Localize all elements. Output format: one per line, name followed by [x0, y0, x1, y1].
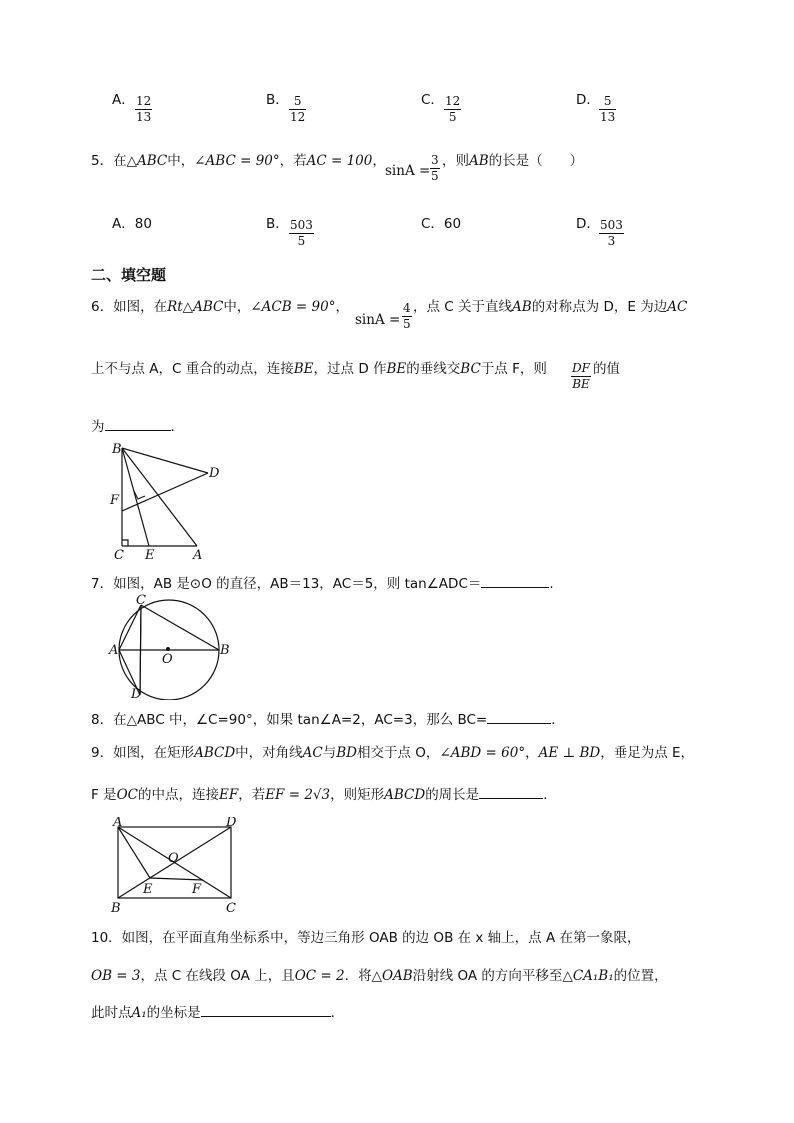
- q6-ratio-fraction: DF BE: [572, 361, 590, 391]
- q9-label-e: E: [143, 882, 153, 897]
- q8-stem: 8．在△ABC 中，∠C=90°，如果 tan∠A=2，AC=3，那么 BC= ．: [91, 708, 565, 728]
- q6-label-d: D: [209, 466, 220, 481]
- q6-label-e: E: [145, 548, 155, 563]
- q5-option-d-fraction: 503 3: [600, 218, 623, 248]
- q6-stem-line2-tail: 的值: [593, 361, 620, 377]
- q9-label-o: O: [168, 851, 179, 866]
- q7-answer-blank[interactable]: [481, 573, 549, 588]
- q7-figure: [104, 592, 234, 700]
- q10-stem-line1: 10．如图，在平面直角坐标系中，等边三角形 OAB 的边 OB 在 x 轴上，点 A 在第一象限，: [91, 930, 641, 946]
- q6-answer-line: 为 ．: [91, 415, 184, 435]
- q4-option-d-letter: D．: [576, 92, 600, 108]
- q10-stem-line2: OB = 3，点 C 在线段 OA 上，且OC = 2．将△OAB沿射线 OA 的方向平移至△CA₁B₁的位置，: [91, 968, 668, 984]
- q10-answer-blank[interactable]: [201, 1002, 331, 1017]
- section-heading-fill-in: 二、填空题: [91, 266, 167, 284]
- q6-label-c: C: [114, 548, 124, 563]
- q6-figure: [100, 436, 230, 564]
- q5-sin-label: sinA =: [385, 163, 431, 179]
- q4-option-c-letter: C．: [421, 92, 444, 108]
- q5-stem-tail: ，则AB的长是（ ）: [442, 153, 584, 169]
- q6-sin-label: sinA =: [355, 312, 401, 328]
- q4-option-a-fraction: 12 13: [136, 94, 152, 124]
- q10-stem-line3: 此时点A₁的坐标是 ．: [91, 1001, 344, 1021]
- q9-figure: [108, 817, 243, 917]
- q4-option-d-fraction: 5 13: [600, 94, 616, 124]
- q6-label-b: B: [112, 442, 122, 457]
- q4-option-c-fraction: 12 5: [445, 94, 461, 124]
- q9-label-d: D: [226, 817, 237, 830]
- q7-label-d: D: [131, 687, 142, 700]
- q6-answer-blank[interactable]: [105, 416, 171, 431]
- q4-option-b-fraction: 5 12: [290, 94, 306, 124]
- q7-label-c: C: [136, 593, 146, 608]
- q9-label-b: B: [111, 901, 121, 916]
- q7-label-b: B: [220, 643, 230, 658]
- q4-option-b-letter: B．: [266, 92, 289, 108]
- q9-stem-line1: 9．如图，在矩形ABCD中，对角线AC与BD相交于点 O，∠ABD = 60°，AE ⊥ BD，垂足为点 E，: [91, 745, 695, 761]
- q6-stem-line2: 上不与点 A，C 重合的动点，连接BE，过点 D 作BE的垂线交BC于点 F，则: [91, 361, 547, 377]
- q7-label-o: O: [162, 652, 173, 667]
- q6-stem-line1-tail: ，点 C 关于直线AB的对称点为 D，E 为边AC: [413, 299, 688, 315]
- q5-stem: 5．在△ABC中，∠ABC = 90°，若AC = 100，: [91, 153, 386, 169]
- q6-label-a: A: [193, 548, 203, 563]
- q6-stem-line1: 6．如图，在Rt△ABC中，∠ACB = 90°，: [91, 299, 349, 315]
- q9-label-f: F: [192, 882, 202, 897]
- q9-stem-line2: F 是OC的中点，连接EF，若EF = 2√3，则矩形ABCD的周长是 ．: [91, 783, 557, 803]
- q7-stem: 7．如图，AB 是⊙O 的直径，AB＝13，AC＝5，则 tan∠ADC＝ .: [91, 572, 554, 592]
- q6-sin-fraction: 4 5: [403, 301, 411, 331]
- q5-option-d-letter: D．: [576, 216, 600, 232]
- q5-sin-fraction: 3 5: [431, 153, 439, 183]
- q8-answer-blank[interactable]: [487, 709, 551, 724]
- q9-label-a: A: [113, 817, 123, 830]
- q4-option-a-letter: A．: [112, 92, 135, 108]
- q9-answer-blank[interactable]: [479, 784, 543, 799]
- q5-option-a: A．80: [112, 216, 152, 232]
- q5-option-c: C．60: [421, 216, 462, 232]
- q7-label-a: A: [109, 643, 119, 658]
- q6-label-f: F: [110, 493, 120, 508]
- q5-option-b-fraction: 503 5: [290, 218, 313, 248]
- q9-label-c: C: [226, 901, 236, 916]
- q5-option-b-letter: B．: [266, 216, 289, 232]
